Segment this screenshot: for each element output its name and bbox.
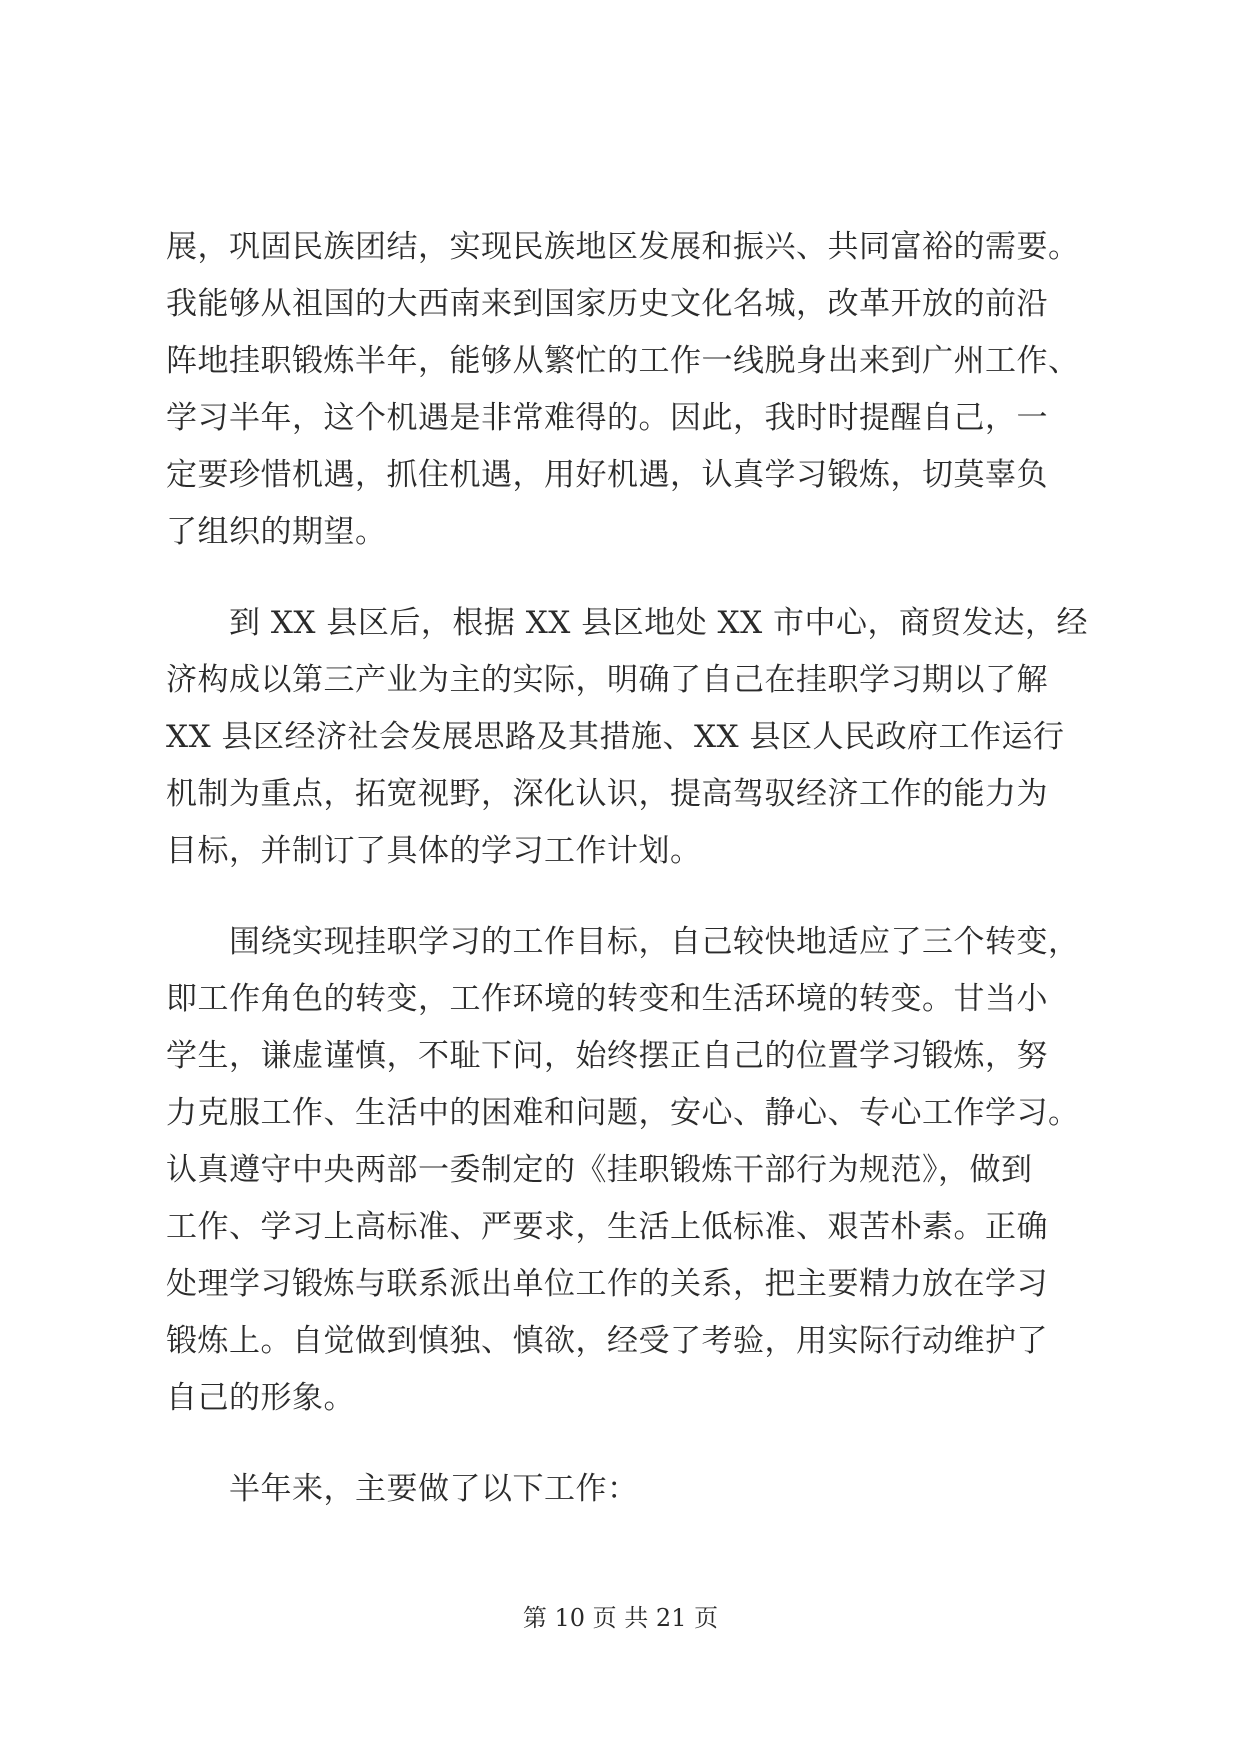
- text-line: 围绕实现挂职学习的工作目标，自己较快地适应了三个转变，: [229, 924, 1080, 960]
- text-line: 了组织的期望。: [166, 514, 387, 550]
- text-line: 力克服工作、生活中的困难和问题，安心、静心、专心工作学习。: [166, 1095, 1080, 1131]
- text-line: 阵地挂职锻炼半年，能够从繁忙的工作一线脱身出来到广州工作、: [166, 343, 1080, 379]
- text-line: 即工作角色的转变，工作环境的转变和生活环境的转变。甘当小: [166, 981, 1048, 1017]
- text-line: 半年来，主要做了以下工作：: [229, 1471, 639, 1507]
- text-line: 目标，并制订了具体的学习工作计划。: [166, 833, 702, 869]
- text-line: 锻炼上。自觉做到慎独、慎欲，经受了考验，用实际行动维护了: [166, 1323, 1048, 1359]
- text-line: 定要珍惜机遇，抓住机遇，用好机遇，认真学习锻炼，切莫辜负: [166, 457, 1048, 493]
- text-line: 我能够从祖国的大西南来到国家历史文化名城，改革开放的前沿: [166, 286, 1048, 322]
- text-line: 到 XX 县区后，根据 XX 县区地处 XX 市中心，商贸发达，经: [229, 605, 1089, 641]
- text-line: 认真遵守中央两部一委制定的《挂职锻炼干部行为规范》，做到: [166, 1152, 1033, 1188]
- text-line: 学习半年，这个机遇是非常难得的。因此，我时时提醒自己，一: [166, 400, 1048, 436]
- text-line: 济构成以第三产业为主的实际，明确了自己在挂职学习期以了解: [166, 662, 1048, 698]
- text-line: 学生，谦虚谨慎，不耻下问，始终摆正自己的位置学习锻炼，努: [166, 1038, 1048, 1074]
- text-line: 机制为重点，拓宽视野，深化认识，提高驾驭经济工作的能力为: [166, 776, 1048, 812]
- text-line: 展，巩固民族团结，实现民族地区发展和振兴、共同富裕的需要。: [166, 229, 1080, 265]
- text-line: 处理学习锻炼与联系派出单位工作的关系，把主要精力放在学习: [166, 1266, 1048, 1302]
- text-line: XX 县区经济社会发展思路及其措施、XX 县区人民政府工作运行: [166, 719, 1065, 755]
- page-number-footer: 第 10 页 共 21 页: [522, 1604, 719, 1632]
- text-line: 自己的形象。: [166, 1380, 355, 1416]
- text-line: 工作、学习上高标准、严要求，生活上低标准、艰苦朴素。正确: [166, 1209, 1048, 1245]
